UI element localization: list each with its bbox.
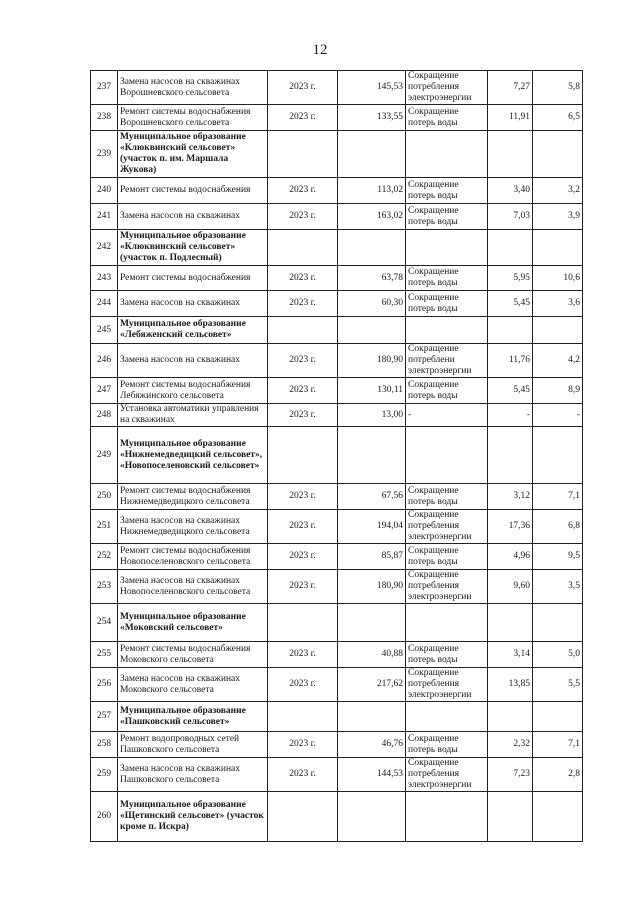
year-cell xyxy=(268,702,338,732)
value-1-cell: 4,96 xyxy=(488,544,533,570)
row-number: 237 xyxy=(91,71,118,105)
row-number: 250 xyxy=(91,484,118,510)
table-body xyxy=(91,71,583,842)
measure-name: Муниципальное образование «Нижнемедведицкий сельсовет», «Новопоселеновский сельсовет» xyxy=(118,427,268,484)
measures-table xyxy=(90,70,583,842)
row-number: 248 xyxy=(91,404,118,427)
effect-cell: - xyxy=(406,404,488,427)
value-2-cell xyxy=(533,427,583,484)
year-cell: 2023 г. xyxy=(268,204,338,230)
value-2-cell: 10,6 xyxy=(533,266,583,291)
amount-cell xyxy=(338,604,406,642)
measure-name: Ремонт системы водоснабжения xyxy=(118,178,268,204)
amount-cell: 60,30 xyxy=(338,291,406,317)
effect-cell: Сокращение потребления электроэнергии xyxy=(406,71,488,105)
value-2-cell: 3,9 xyxy=(533,204,583,230)
value-1-cell: 11,91 xyxy=(488,105,533,131)
effect-cell: Сокращение потерь воды xyxy=(406,544,488,570)
value-2-cell: 7,1 xyxy=(533,484,583,510)
row-number: 255 xyxy=(91,642,118,668)
value-1-cell: 9,60 xyxy=(488,570,533,604)
effect-cell: Сокращение потерь воды xyxy=(406,105,488,131)
value-1-cell: 3,12 xyxy=(488,484,533,510)
value-2-cell xyxy=(533,792,583,842)
value-2-cell: 6,8 xyxy=(533,510,583,544)
table-row xyxy=(91,131,583,178)
amount-cell: 163,02 xyxy=(338,204,406,230)
effect-cell: Сокращение потерь воды xyxy=(406,378,488,404)
amount-cell: 180,90 xyxy=(338,570,406,604)
year-cell: 2023 г. xyxy=(268,758,338,792)
effect-cell: Сокращение потерь воды xyxy=(406,484,488,510)
row-number: 257 xyxy=(91,702,118,732)
value-1-cell xyxy=(488,230,533,266)
row-number: 246 xyxy=(91,344,118,378)
table-row xyxy=(91,570,583,604)
value-1-cell: 5,95 xyxy=(488,266,533,291)
value-2-cell: 9,5 xyxy=(533,544,583,570)
value-2-cell: 5,0 xyxy=(533,642,583,668)
amount-cell xyxy=(338,131,406,178)
year-cell: 2023 г. xyxy=(268,570,338,604)
amount-cell xyxy=(338,702,406,732)
measure-name: Муниципальное образование «Клюквинский сельсовет» (участок п. Подлесный) xyxy=(118,230,268,266)
year-cell xyxy=(268,427,338,484)
amount-cell: 145,53 xyxy=(338,71,406,105)
effect-cell xyxy=(406,604,488,642)
measure-name: Замена насосов на скважинах Нижнемедведицкого сельсовета xyxy=(118,510,268,544)
amount-cell: 67,56 xyxy=(338,484,406,510)
year-cell: 2023 г. xyxy=(268,344,338,378)
effect-cell: Сокращение потребления электроэнергии xyxy=(406,668,488,702)
measure-name: Замена насосов на скважинах Пашковского сельсовета xyxy=(118,758,268,792)
value-2-cell: 6,5 xyxy=(533,105,583,131)
amount-cell: 40,88 xyxy=(338,642,406,668)
amount-cell xyxy=(338,427,406,484)
year-cell xyxy=(268,230,338,266)
table-row xyxy=(91,178,583,204)
row-number: 254 xyxy=(91,604,118,642)
table-row xyxy=(91,105,583,131)
effect-cell: Сокращение потребления электроэнергии xyxy=(406,510,488,544)
table-row xyxy=(91,344,583,378)
value-1-cell: 7,03 xyxy=(488,204,533,230)
table-row xyxy=(91,71,583,105)
effect-cell: Сокращение потерь воды xyxy=(406,642,488,668)
amount-cell xyxy=(338,317,406,344)
table-row xyxy=(91,732,583,758)
year-cell: 2023 г. xyxy=(268,732,338,758)
table-row xyxy=(91,266,583,291)
value-2-cell: 4,2 xyxy=(533,344,583,378)
row-number: 240 xyxy=(91,178,118,204)
value-1-cell xyxy=(488,317,533,344)
amount-cell: 180,90 xyxy=(338,344,406,378)
table-row xyxy=(91,668,583,702)
year-cell xyxy=(268,604,338,642)
table-row xyxy=(91,230,583,266)
measure-name: Замена насосов на скважинах xyxy=(118,344,268,378)
year-cell: 2023 г. xyxy=(268,642,338,668)
measure-name: Ремонт системы водоснабжения Ворошневского сельсовета xyxy=(118,105,268,131)
table-row xyxy=(91,484,583,510)
row-number: 253 xyxy=(91,570,118,604)
year-cell: 2023 г. xyxy=(268,544,338,570)
measure-name: Ремонт системы водоснабжения Новопоселеновского сельсовета xyxy=(118,544,268,570)
value-1-cell xyxy=(488,131,533,178)
value-2-cell: - xyxy=(533,404,583,427)
effect-cell: Сокращение потерь воды xyxy=(406,291,488,317)
value-1-cell: - xyxy=(488,404,533,427)
table-row xyxy=(91,604,583,642)
row-number: 239 xyxy=(91,131,118,178)
value-2-cell: 8,9 xyxy=(533,378,583,404)
value-1-cell xyxy=(488,702,533,732)
effect-cell: Сокращение потреблени электроэнергии xyxy=(406,344,488,378)
effect-cell xyxy=(406,131,488,178)
measure-name: Муниципальное образование «Лебяженский сельсовет» xyxy=(118,317,268,344)
table-row xyxy=(91,404,583,427)
row-number: 260 xyxy=(91,792,118,842)
amount-cell: 46,76 xyxy=(338,732,406,758)
amount-cell: 217,62 xyxy=(338,668,406,702)
measure-name: Ремонт системы водоснабжения xyxy=(118,266,268,291)
effect-cell xyxy=(406,317,488,344)
row-number: 242 xyxy=(91,230,118,266)
row-number: 258 xyxy=(91,732,118,758)
effect-cell: Сокращение потребления электроэнергии xyxy=(406,570,488,604)
amount-cell: 85,87 xyxy=(338,544,406,570)
table-row xyxy=(91,642,583,668)
row-number: 249 xyxy=(91,427,118,484)
amount-cell: 194,04 xyxy=(338,510,406,544)
year-cell xyxy=(268,792,338,842)
value-1-cell: 3,14 xyxy=(488,642,533,668)
measure-name: Ремонт системы водоснабжения Нижнемедведицкого сельсовета xyxy=(118,484,268,510)
row-number: 238 xyxy=(91,105,118,131)
year-cell: 2023 г. xyxy=(268,71,338,105)
measure-name: Установка автоматики управления на скважинах xyxy=(118,404,268,427)
measure-name: Муниципальное образование «Моковский сельсовет» xyxy=(118,604,268,642)
value-1-cell: 13,85 xyxy=(488,668,533,702)
value-2-cell: 5,8 xyxy=(533,71,583,105)
year-cell: 2023 г. xyxy=(268,668,338,702)
year-cell: 2023 г. xyxy=(268,378,338,404)
amount-cell: 130,11 xyxy=(338,378,406,404)
row-number: 244 xyxy=(91,291,118,317)
measure-name: Ремонт водопроводных сетей Пашковского сельсовета xyxy=(118,732,268,758)
value-1-cell: 5,45 xyxy=(488,378,533,404)
row-number: 241 xyxy=(91,204,118,230)
value-2-cell: 3,5 xyxy=(533,570,583,604)
value-1-cell xyxy=(488,427,533,484)
effect-cell: Сокращение потерь воды xyxy=(406,204,488,230)
amount-cell xyxy=(338,792,406,842)
value-2-cell xyxy=(533,702,583,732)
value-1-cell: 3,40 xyxy=(488,178,533,204)
table-row xyxy=(91,204,583,230)
year-cell: 2023 г. xyxy=(268,178,338,204)
effect-cell: Сокращение потерь воды xyxy=(406,178,488,204)
value-2-cell xyxy=(533,317,583,344)
table-row xyxy=(91,758,583,792)
year-cell xyxy=(268,131,338,178)
value-2-cell: 3,6 xyxy=(533,291,583,317)
effect-cell: Сокращение потерь воды xyxy=(406,732,488,758)
amount-cell: 63,78 xyxy=(338,266,406,291)
value-1-cell: 5,45 xyxy=(488,291,533,317)
measure-name: Замена насосов на скважинах Ворошневского сельсовета xyxy=(118,71,268,105)
amount-cell: 113,02 xyxy=(338,178,406,204)
measure-name: Муниципальное образование «Пашковский сельсовет» xyxy=(118,702,268,732)
amount-cell: 13,00 xyxy=(338,404,406,427)
effect-cell xyxy=(406,702,488,732)
value-1-cell: 11,76 xyxy=(488,344,533,378)
measure-name: Ремонт системы водоснабжения Моковского сельсовета xyxy=(118,642,268,668)
year-cell: 2023 г. xyxy=(268,291,338,317)
table-row xyxy=(91,291,583,317)
table-row xyxy=(91,317,583,344)
value-1-cell: 7,23 xyxy=(488,758,533,792)
table-row xyxy=(91,792,583,842)
effect-cell xyxy=(406,230,488,266)
row-number: 247 xyxy=(91,378,118,404)
row-number: 256 xyxy=(91,668,118,702)
table-row xyxy=(91,544,583,570)
effect-cell: Сокращение потерь воды xyxy=(406,266,488,291)
year-cell xyxy=(268,317,338,344)
value-1-cell: 7,27 xyxy=(488,71,533,105)
page-number: 12 xyxy=(312,42,328,58)
effect-cell xyxy=(406,792,488,842)
measure-name: Замена насосов на скважинах xyxy=(118,204,268,230)
table-row xyxy=(91,427,583,484)
row-number: 245 xyxy=(91,317,118,344)
year-cell: 2023 г. xyxy=(268,404,338,427)
row-number: 252 xyxy=(91,544,118,570)
amount-cell: 133,55 xyxy=(338,105,406,131)
measure-name: Муниципальное образование «Клюквинский сельсовет» (участок п. им. Маршала Жукова) xyxy=(118,131,268,178)
value-1-cell xyxy=(488,792,533,842)
value-2-cell xyxy=(533,604,583,642)
measure-name: Ремонт системы водоснабжения Лебяжинского сельсовета xyxy=(118,378,268,404)
value-1-cell xyxy=(488,604,533,642)
measure-name: Замена насосов на скважинах xyxy=(118,291,268,317)
value-2-cell xyxy=(533,131,583,178)
measure-name: Замена насосов на скважинах Новопоселеновского сельсовета xyxy=(118,570,268,604)
measure-name: Муниципальное образование «Щетинский сельсовет» (участок кроме п. Искра) xyxy=(118,792,268,842)
table-row xyxy=(91,378,583,404)
effect-cell xyxy=(406,427,488,484)
value-1-cell: 2,32 xyxy=(488,732,533,758)
table-row xyxy=(91,702,583,732)
year-cell: 2023 г. xyxy=(268,484,338,510)
row-number: 243 xyxy=(91,266,118,291)
value-2-cell: 3,2 xyxy=(533,178,583,204)
amount-cell: 144,53 xyxy=(338,758,406,792)
row-number: 251 xyxy=(91,510,118,544)
amount-cell xyxy=(338,230,406,266)
row-number: 259 xyxy=(91,758,118,792)
value-2-cell: 2,8 xyxy=(533,758,583,792)
value-1-cell: 17,36 xyxy=(488,510,533,544)
year-cell: 2023 г. xyxy=(268,510,338,544)
year-cell: 2023 г. xyxy=(268,105,338,131)
year-cell: 2023 г. xyxy=(268,266,338,291)
effect-cell: Сокращение потребления электроэнергии xyxy=(406,758,488,792)
value-2-cell: 5,5 xyxy=(533,668,583,702)
value-2-cell: 7,1 xyxy=(533,732,583,758)
table-row xyxy=(91,510,583,544)
measure-name: Замена насосов на скважинах Моковского сельсовета xyxy=(118,668,268,702)
value-2-cell xyxy=(533,230,583,266)
